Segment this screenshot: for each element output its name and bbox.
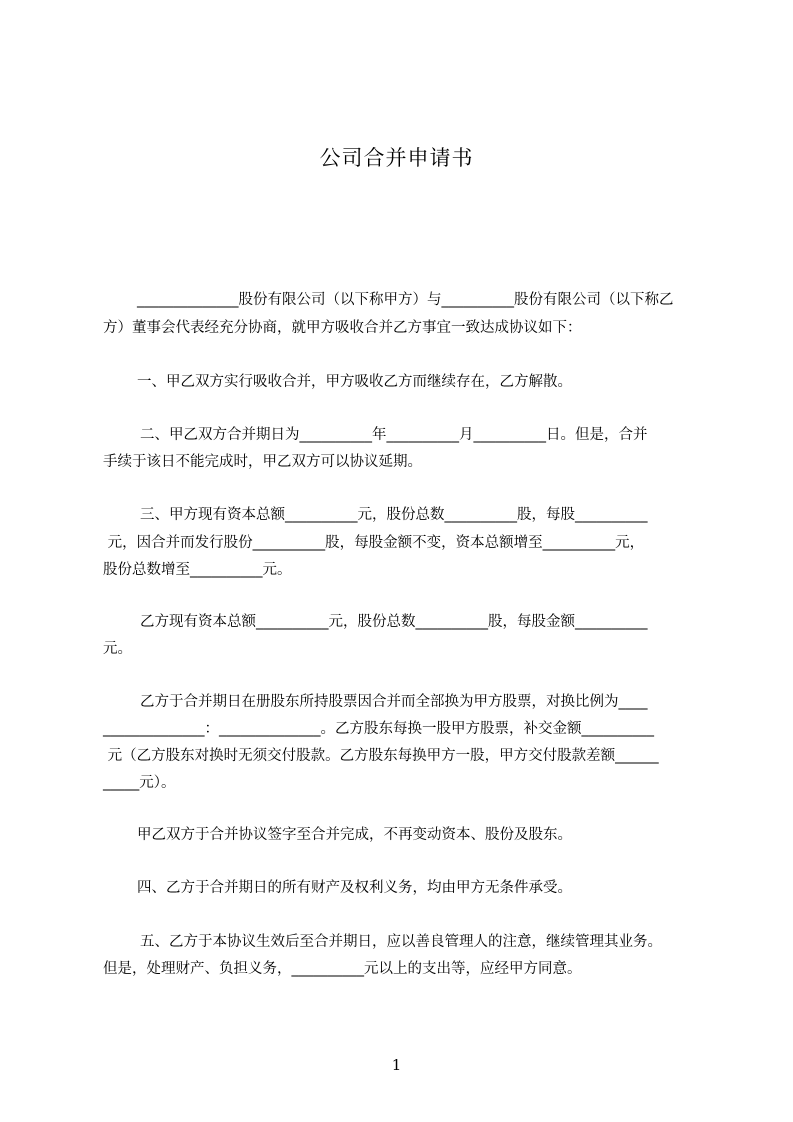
clause-5-line-2: 但是，处理财产、负担义务，__________元以上的支出等，应经甲方同意。: [103, 961, 582, 977]
paragraph-intro-line-2: 方）董事会代表经充分协商，就甲方吸收合并乙方事宜一致达成协议如下：: [103, 320, 582, 336]
clause-2-line-2: 手续于该日不能完成时，甲乙双方可以协议延期。: [103, 454, 422, 470]
paragraph-intro-line-1: ______________股份有限公司（以下称甲方）与__________股份有限公司（以下称乙: [137, 292, 674, 308]
share-exchange-line-1: 乙方于合并期日在册股东所持股票因合并而全部换为甲方股票，对换比例为____: [140, 694, 648, 710]
clause-5-line-1: 五、乙方于本协议生效后至合并期日，应以善良管理人的注意，继续管理其业务。: [140, 934, 662, 950]
clause-3-line-2: 元，因合并而发行股份__________股，每股金额不变，资本总额增至__________元，: [103, 535, 645, 551]
document-title: 公司合并申请书: [319, 146, 474, 170]
party-b-capital-line-2: 元。: [103, 641, 132, 657]
party-b-capital-line-1: 乙方现有资本总额__________元，股份总数__________股，每股金额__________: [140, 614, 648, 630]
clause-1: 一、甲乙双方实行吸收合并，甲方吸收乙方而继续存在，乙方解散。: [137, 374, 572, 390]
clause-3-line-1: 三、甲方现有资本总额__________元，股份总数__________股，每股__________: [140, 507, 648, 523]
page-number: 1: [391, 1056, 402, 1074]
clause-2-line-1: 二、甲乙双方合并期日为__________年__________月__________日。但是，合并: [140, 427, 648, 443]
share-exchange-line-4: _____元）。: [103, 775, 176, 791]
clause-3-line-3: 股份总数增至__________元。: [103, 562, 292, 578]
share-exchange-line-2: ______________：______________。乙方股东每换一股甲方股票，补交金额__________: [103, 721, 654, 737]
clause-4: 四、乙方于合并期日的所有财产及权利义务，均由甲方无条件承受。: [137, 880, 572, 896]
share-exchange-line-3: 元（乙方股东对换时无须交付股款。乙方股东每换甲方一股，甲方交付股款差额______: [103, 748, 659, 764]
no-change-clause: 甲乙双方于合并协议签字至合并完成，不再变动资本、股份及股东。: [137, 827, 572, 843]
